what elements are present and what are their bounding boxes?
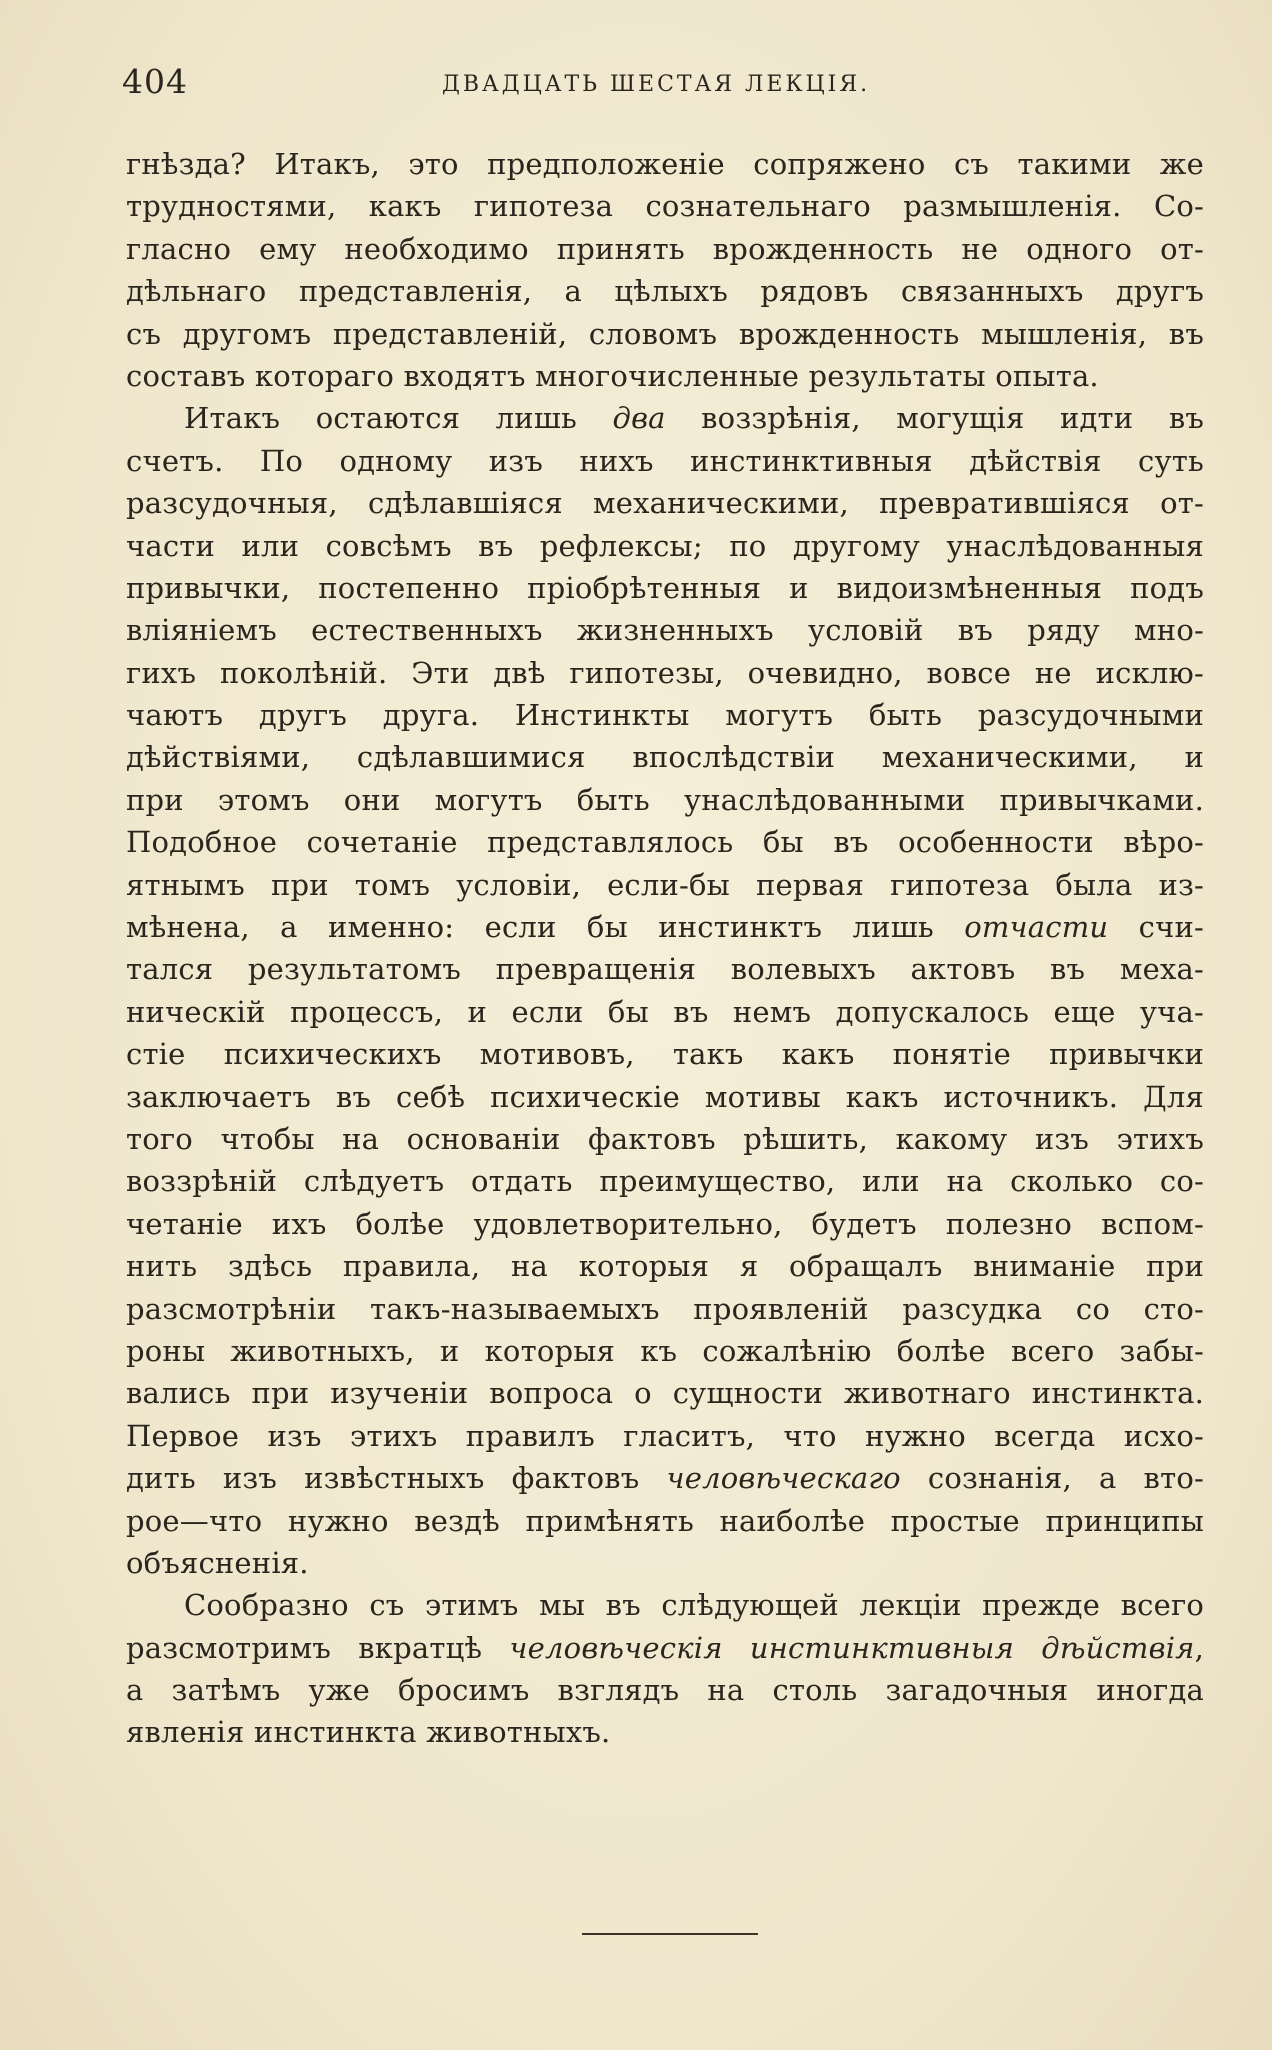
text-segment: разсмотримъ вкратцѣ [126, 1630, 510, 1665]
text-line: а затѣмъ уже бросимъ взглядъ на столь загадочныя иногда [126, 1673, 1204, 1708]
text-line: гнѣзда? Итакъ, это предположеніе сопряжено съ такими же [126, 147, 1204, 181]
text-line: трудностями, какъ гипотеза сознательнаго размышленія. Со- [126, 189, 1204, 224]
text-line: Первое изъ этихъ правилъ гласитъ, что нужно всегда исхо- [126, 1418, 1204, 1453]
text-line: разсмотрѣніи такъ-называемыхъ проявленій разсудка со сто- [126, 1291, 1204, 1326]
text-line [126, 1627, 1204, 1669]
italic-emphasis: человѣческія инстинктивныя дѣйствія [509, 1630, 1195, 1665]
text-segment: счи- [1108, 910, 1204, 945]
text-line: привычки, постепенно пріобрѣтенныя и видоизмѣненныя подъ [126, 570, 1204, 605]
text-segment: , [1194, 1630, 1205, 1665]
text-line: ническій процессъ, и если бы въ немъ допускалось еще уча- [126, 994, 1204, 1029]
text-line: вались при изученіи вопроса о сущности животнаго инстинкта. [126, 1376, 1204, 1411]
text-line: разсудочныя, сдѣлавшіяся механическими, превратившіяся от- [126, 486, 1204, 521]
text-line: явленія инстинкта животныхъ. [126, 1715, 611, 1750]
paragraph [126, 1584, 1204, 1754]
text-line: съ другомъ представленій, словомъ врожденность мышленія, въ [126, 316, 1204, 351]
body-text [126, 143, 1204, 1754]
text-line: стіе психическихъ мотивовъ, такъ какъ понятіе привычки [126, 1037, 1204, 1072]
text-line: четаніе ихъ болѣе удовлетворительно, будетъ полезно вспом- [126, 1206, 1204, 1241]
text-line: дѣльнаго представленія, а цѣлыхъ рядовъ связанныхъ другъ [126, 274, 1204, 309]
text-line: того чтобы на основаніи фактовъ рѣшить, какому изъ этихъ [126, 1121, 1204, 1156]
text-line: роны животныхъ, и которыя къ сожалѣнію болѣе всего забы- [126, 1333, 1204, 1368]
text-line: части или совсѣмъ въ рефлексы; по другому унаслѣдованныя [126, 528, 1204, 563]
text-line: нить здѣсь правила, на которыя я обращалъ вниманіе при [126, 1249, 1204, 1284]
italic-emphasis: человѣческаго [666, 1461, 901, 1496]
text-line: составъ котораго входятъ многочисленные результаты опыта. [126, 358, 1099, 393]
italic-emphasis: отчасти [964, 910, 1109, 945]
paragraph [126, 143, 1204, 397]
italic-emphasis: два [612, 401, 666, 436]
text-line: Сообразно съ этимъ мы въ слѣдующей лекціи прежде всего [184, 1588, 1204, 1623]
text-segment: Итакъ остаются лишь [184, 401, 613, 436]
running-head [122, 62, 1202, 112]
text-line: при этомъ они могутъ быть унаслѣдованными привычками. [126, 782, 1204, 817]
running-head-title: ДВАДЦАТЬ ШЕСТАЯ ЛЕКЦІЯ. [442, 72, 871, 97]
text-line: объясненія. [126, 1545, 309, 1580]
text-line: гихъ поколѣній. Эти двѣ гипотезы, очевидно, вовсе не исклю- [126, 655, 1204, 690]
text-line: рое—что нужно вездѣ примѣнять наиболѣе простые принципы [126, 1503, 1204, 1538]
text-line: вліяніемъ естественныхъ жизненныхъ условій въ ряду мно- [126, 613, 1204, 648]
page-number: 404 [122, 62, 188, 101]
text-line [126, 397, 1204, 439]
closing-rule [582, 1933, 758, 1935]
text-line [126, 906, 1204, 948]
text-line: чаютъ другъ друга. Инстинкты могутъ быть разсудочными [126, 698, 1204, 733]
text-line: дѣйствіями, сдѣлавшимися впослѣдствіи механическими, и [126, 740, 1204, 775]
text-segment: дить изъ извѣстныхъ фактовъ [126, 1461, 667, 1496]
text-line: счетъ. По одному изъ нихъ инстинктивныя дѣйствія суть [126, 443, 1204, 478]
text-segment: мѣнена, а именно: если бы инстинктъ лишь [126, 910, 965, 945]
text-line: воззрѣній слѣдуетъ отдать преимущество, или на сколько со- [126, 1164, 1204, 1199]
text-segment: воззрѣнія, могущія идти въ [665, 401, 1204, 436]
text-segment: сознанія, а вто- [900, 1461, 1204, 1496]
text-line [126, 1457, 1204, 1499]
text-line: Подобное сочетаніе представлялось бы въ особенности вѣро- [126, 825, 1204, 860]
text-line: заключаетъ въ себѣ психическіе мотивы какъ источникъ. Для [126, 1079, 1204, 1114]
text-line: гласно ему необходимо принять врожденность не одного от- [126, 231, 1204, 266]
text-line: тался результатомъ превращенія волевыхъ актовъ въ меха- [126, 952, 1204, 987]
paragraph [126, 397, 1204, 1584]
text-line: ятнымъ при томъ условіи, если-бы первая гипотеза была из- [126, 867, 1204, 902]
